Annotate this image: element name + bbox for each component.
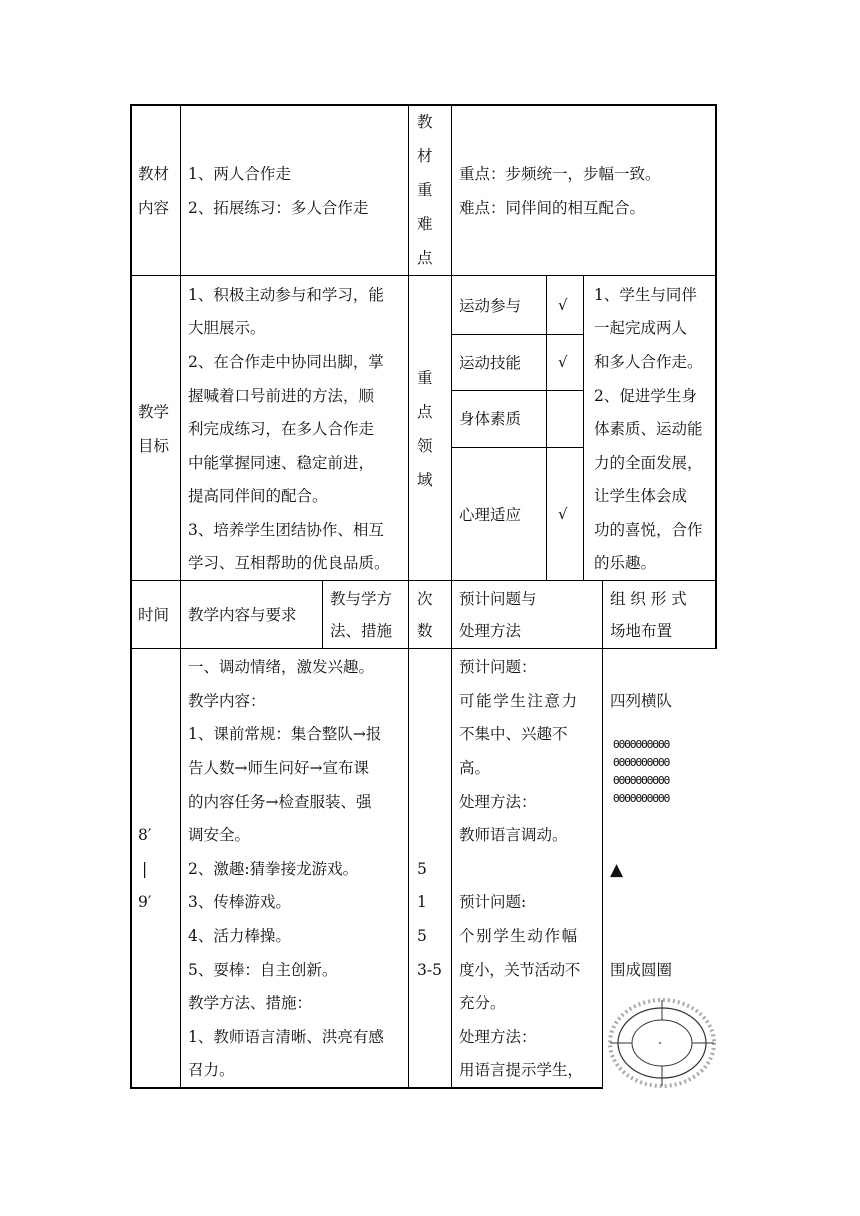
rule-left <box>130 104 132 1089</box>
problem-line: 处理方法： <box>459 793 537 811</box>
content-line: 1、教师语言清晰、洪亮有感 <box>188 1028 384 1046</box>
domain-name: 心理适应 <box>459 506 522 524</box>
col-header-org-1: 组 织 形 式 <box>610 590 687 608</box>
outcome-line: 力的全面发展， <box>594 454 703 472</box>
domain-header-char: 点 <box>417 403 433 421</box>
circle-label: 围成圆圈 <box>610 961 673 979</box>
col-header-org-2: 场地布置 <box>610 622 673 640</box>
problem-line: 度小，关节活动不 <box>459 961 580 979</box>
domain-header-char: 域 <box>417 471 433 489</box>
outcome-line: 1、学生与同伴 <box>594 286 697 304</box>
outcome-line: 和多人合作走。 <box>594 353 703 371</box>
col-header-count-1: 次 <box>417 590 433 608</box>
problem-line: 个别学生动作幅 <box>459 927 579 945</box>
rule-v-602 <box>602 580 603 1089</box>
material-content-2: 2、拓展练习：多人合作走 <box>188 199 369 217</box>
problem-line: 不集中、兴趣不 <box>459 725 568 743</box>
problem-line: 预计问题: <box>459 893 527 911</box>
problem-line: 可能学生注意力 <box>459 692 579 710</box>
student-row: ΘΘΘΘΘΘΘΘΘΘ <box>613 792 670 805</box>
rule-row2 <box>130 580 717 581</box>
rule-domain-1 <box>451 334 583 335</box>
material-content-1: 1、两人合作走 <box>188 165 291 183</box>
goal-line: 利完成练习，在多人合作走 <box>188 420 375 438</box>
rule-top <box>130 104 717 106</box>
rule-domain-3 <box>451 447 583 448</box>
teacher-triangle-icon: ▲ <box>610 860 624 880</box>
time-end: 9′ <box>138 893 152 911</box>
rule-v-322 <box>322 580 323 648</box>
col-header-problem-2: 处理方法 <box>459 622 522 640</box>
rule-v-583 <box>583 275 584 580</box>
content-line: 一、调动情绪，激发兴趣。 <box>188 658 375 676</box>
rule-v-451 <box>451 104 452 1089</box>
time-separator: | <box>142 860 148 878</box>
rule-v-546 <box>546 275 547 580</box>
goal-line: 中能掌握同速、稳定前进， <box>188 454 375 472</box>
goal-line: 2、在合作走中协同出脚，掌 <box>188 353 384 371</box>
domain-name: 运动参与 <box>459 297 522 315</box>
student-row: ΘΘΘΘΘΘΘΘΘΘ <box>613 756 670 769</box>
problem-line: 预计问题： <box>459 658 537 676</box>
content-line: 的内容任务→检查服装、强 <box>188 793 372 811</box>
content-line: 教学内容： <box>188 692 266 710</box>
problem-line: 充分。 <box>459 994 506 1012</box>
rule-right <box>715 104 717 649</box>
content-line: 教学方法、措施： <box>188 994 313 1012</box>
rule-row3 <box>130 648 717 649</box>
col-header-method-1: 教与学方 <box>330 590 393 608</box>
col-header-problem-1: 预计问题与 <box>459 590 537 608</box>
checkmark-icon: √ <box>558 296 568 314</box>
material-header-line1: 教材 <box>138 165 170 183</box>
goal-header-line2: 目标 <box>138 437 170 455</box>
goal-line: 学习、互相帮助的优良品质。 <box>188 554 390 572</box>
problem-line: 教师语言调动。 <box>459 826 568 844</box>
domain-name: 运动技能 <box>459 354 522 372</box>
count-value: 1 <box>417 893 427 911</box>
key-header-char: 材 <box>417 147 433 165</box>
key-header-char: 重 <box>417 181 433 199</box>
content-line: 告人数→师生问好→宣布课 <box>188 759 369 777</box>
goal-header-line1: 教学 <box>138 403 170 421</box>
content-line: 1、课前常规：集合整队→报 <box>188 725 382 743</box>
key-header-char: 点 <box>417 249 433 267</box>
key-point-difficulty: 难点：同伴间的相互配合。 <box>459 199 646 217</box>
problem-line: 高。 <box>459 759 491 777</box>
outcome-line: 2、促进学生身 <box>594 387 697 405</box>
outcome-line: 让学生体会成 <box>594 487 688 505</box>
student-row: ΘΘΘΘΘΘΘΘΘΘ <box>613 738 670 751</box>
outcome-line: 功的喜悦，合作 <box>594 521 703 539</box>
count-value: 5 <box>417 927 427 945</box>
formation-label: 四列横队 <box>610 692 673 710</box>
key-header-char: 难 <box>417 215 433 233</box>
outcome-line: 体素质、运动能 <box>594 420 703 438</box>
domain-header-char: 重 <box>417 369 433 387</box>
material-header-line2: 内容 <box>138 199 170 217</box>
checkmark-icon: √ <box>558 353 568 371</box>
domain-header-char: 领 <box>417 437 433 455</box>
col-header-content: 教学内容与要求 <box>188 606 297 624</box>
col-header-time: 时间 <box>138 606 170 624</box>
count-value: 3-5 <box>417 961 442 979</box>
goal-line: 1、积极主动参与和学习，能 <box>188 286 384 304</box>
content-line: 5、耍棒：自主创新。 <box>188 961 338 979</box>
content-line: 召力。 <box>188 1061 235 1079</box>
goal-line: 提高同伴间的配合。 <box>188 487 328 505</box>
goal-line: 3、培养学生团结协作、相互 <box>188 521 384 539</box>
content-line: 2、激趣:猜拳接龙游戏。 <box>188 860 359 878</box>
checkmark-icon: √ <box>558 505 568 523</box>
time-start: 8′ <box>138 826 152 844</box>
rule-bottom <box>130 1087 603 1089</box>
problem-line: 用语言提示学生， <box>459 1061 584 1079</box>
rule-row1 <box>130 275 717 276</box>
col-header-method-2: 法、措施 <box>330 622 393 640</box>
key-point-focus: 重点：步频统一，步幅一致。 <box>459 165 661 183</box>
outcome-line: 的乐趣。 <box>594 554 657 572</box>
rule-v-408 <box>408 104 409 1089</box>
goal-line: 大胆展示。 <box>188 319 266 337</box>
content-line: 3、传棒游戏。 <box>188 893 291 911</box>
content-line: 调安全。 <box>188 826 251 844</box>
domain-name: 身体素质 <box>459 410 522 428</box>
count-value: 5 <box>417 860 427 878</box>
outcome-line: 一起完成两人 <box>594 319 688 337</box>
problem-line: 处理方法： <box>459 1028 537 1046</box>
rule-domain-2 <box>451 390 583 391</box>
col-header-count-2: 数 <box>417 622 433 640</box>
content-line: 4、活力棒操。 <box>188 927 291 945</box>
circle-formation-diagram <box>606 996 718 1090</box>
key-header-char: 教 <box>417 113 433 131</box>
rule-v-180 <box>180 104 181 1089</box>
goal-line: 握喊着口号前进的方法，顺 <box>188 387 375 405</box>
student-row: ΘΘΘΘΘΘΘΘΘΘ <box>613 774 670 787</box>
